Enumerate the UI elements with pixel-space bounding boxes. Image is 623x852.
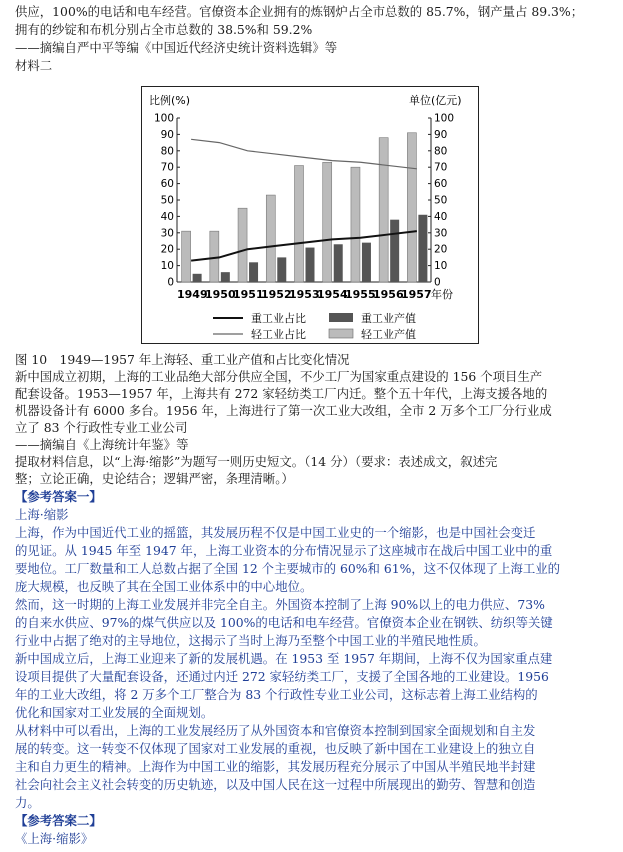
answer-line: 行业中占据了绝对的主导地位，这揭示了当时上海乃至整个中国工业的半殖民地性质。 (15, 633, 486, 648)
right-axis-label: 单位(亿元) (409, 94, 462, 107)
right-tick-label: 10 (434, 260, 448, 273)
answer-line: 要地位。工厂数量和工人总数占据了全国 12 个主要城市的 60%和 61%，这不仅体现了上海工业的 (15, 561, 561, 576)
material-line: 新中国成立初期，上海的工业品绝大部分供应全国，不少工厂为国家重点建设的 156 个项目生产 (15, 369, 543, 384)
heavy-output-bar (306, 248, 315, 282)
left-tick-label: 10 (160, 260, 174, 273)
legend-heavy-output-swatch (329, 313, 353, 322)
answer-line: 的见证。从 1945 年至 1947 年，上海工业资本的分布情况显示了这座城市在战后中国工业中的重 (15, 543, 553, 558)
legend-light-output: 轻工业产值 (361, 328, 416, 341)
heavy-output-bar (221, 272, 230, 282)
question-line: 提取材料信息，以“上海·缩影”为题写一则历史短文。（14 分）（要求：表述成文，叙述完 (15, 454, 498, 469)
right-tick-label: 90 (434, 128, 448, 141)
answer-line: 上海，作为中国近代工业的摇篮，其发展历程不仅是中国工业史的一个缩影，也是中国社会变迁 (15, 525, 536, 540)
right-tick-label: 50 (434, 194, 448, 207)
left-tick-label: 90 (160, 128, 174, 141)
right-tick-label: 40 (434, 210, 448, 223)
left-tick-label: 0 (167, 276, 174, 289)
heavy-output-bar (249, 262, 258, 282)
material-line: 配套设备。1953—1957 年，上海共有 272 家轻纺类工厂内迁。整个五十年代，上海支援各地的 (15, 386, 548, 401)
right-tick-label: 0 (434, 276, 441, 289)
light-output-bar (266, 195, 275, 282)
light-output-bar (238, 208, 247, 282)
heavy-output-bar (362, 243, 371, 282)
figure-caption: 图 10 1949—1957 年上海轻、重工业产值和占比变化情况 (15, 352, 350, 367)
right-tick-label: 70 (434, 161, 448, 174)
intro-line: 拥有的纱锭和布机分别占全市总数的 38.5%和 59.2% (15, 22, 313, 37)
legend-heavy-ratio: 重工业占比 (251, 312, 306, 325)
answer-line: 优化和国家对工业发展的全面规划。 (15, 705, 214, 720)
answer-line: 社会向社会主义社会转变的历史轨迹，以及中国人民在这一过程中所展现出的勤劳、智慧和创造 (15, 777, 536, 792)
legend-heavy-output: 重工业产值 (361, 312, 416, 325)
answer-line: 新中国成立后，上海工业迎来了新的发展机遇。在 1953 至 1957 年期间，上海不仅为国家重点建 (15, 651, 553, 666)
answer-line: 的自来水供应、97%的煤气供应以及 100%的电话和电车经营。官僚资本企业在钢铁、纺织等关键 (15, 615, 553, 630)
heavy-output-bar (390, 220, 399, 282)
light-output-bar (210, 231, 219, 282)
x-tick-label: 1956 (373, 288, 404, 301)
x-tick-label: 1949 (177, 288, 208, 301)
question-line: 整；立论正确，史论结合；逻辑严密，条理清晰。） (15, 471, 294, 486)
light-output-bar (182, 231, 191, 282)
x-tick-label: 1954 (317, 288, 348, 301)
answer-2-header: 【参考答案二】 (15, 813, 102, 828)
answer-line: 设项目提供了大量配套设备，还通过内迁 272 家轻纺类工厂，支援了全国各地的工业建设。1956 (15, 669, 549, 684)
left-tick-label: 20 (160, 243, 174, 256)
heavy-output-bar (418, 215, 427, 282)
intro-line: 供应，100%的电话和电车经营。官僚资本企业拥有的炼钢炉占全市总数的 85.7%，钢产量占 89.3%； (15, 4, 584, 19)
material-line: 立了 83 个行政性专业工业公司 (15, 420, 188, 435)
right-tick-label: 100 (434, 112, 455, 125)
legend-light-ratio: 轻工业占比 (251, 328, 306, 341)
light-output-bar (407, 133, 416, 282)
left-tick-label: 40 (160, 210, 174, 223)
chart-frame (142, 87, 479, 344)
answer-line: 庞大规模，也反映了其在全国工业体系中的中心地位。 (15, 579, 313, 594)
light-output-bar (351, 167, 360, 282)
x-tick-label: 1951 (233, 288, 264, 301)
left-tick-label: 30 (160, 227, 174, 240)
light-output-bar (295, 166, 304, 282)
bar-line-chart (141, 86, 479, 344)
answer-line: 然而，这一时期的上海工业发展并非完全自主。外国资本控制了上海 90%以上的电力供应、73% (15, 597, 545, 612)
left-tick-label: 70 (160, 161, 174, 174)
right-tick-label: 20 (434, 243, 448, 256)
legend-light-output-swatch (329, 329, 353, 338)
material-line: 机器设备计有 6000 多台。1956 年，上海进行了第一次工业大改组，全市 2 万多个工厂分行业成 (15, 403, 552, 418)
heavy-output-bar (193, 274, 202, 282)
right-tick-label: 60 (434, 178, 448, 191)
heavy-output-bar (334, 244, 343, 282)
answer-line: 主和自力更生的精神。上海作为中国工业的缩影，其发展历程充分展示了中国从半殖民地半封建 (15, 759, 536, 774)
source-citation: ——摘编自《上海统计年鉴》等 (15, 437, 189, 452)
light-output-bar (379, 138, 388, 282)
answer-1-header: 【参考答案一】 (15, 489, 102, 504)
answer-1-title: 上海·缩影 (15, 507, 69, 522)
left-tick-label: 80 (160, 145, 174, 158)
heavy-output-bar (277, 257, 286, 282)
x-tick-label: 1957 (401, 288, 432, 301)
x-tick-label: 1952 (261, 288, 292, 301)
x-axis-unit: 年份 (431, 288, 453, 301)
source-citation: ——摘编自严中平等编《中国近代经济史统计资料选辑》等 (15, 40, 338, 55)
answer-2-title: 《上海·缩影》 (15, 831, 94, 846)
left-tick-label: 50 (160, 194, 174, 207)
answer-line: 展的转变。这一转变不仅体现了国家对工业发展的重视，也反映了新中国在工业建设上的独立自 (15, 741, 536, 756)
answer-line: 年的工业大改组，将 2 万多个工厂整合为 83 个行政性专业工业公司，这标志着上海工业结构的 (15, 687, 538, 702)
right-tick-label: 30 (434, 227, 448, 240)
right-tick-label: 80 (434, 145, 448, 158)
answer-line: 从材料中可以看出，上海的工业发展经历了从外国资本和官僚资本控制到国家全面规划和自主发 (15, 723, 536, 738)
x-tick-label: 1950 (205, 288, 236, 301)
left-axis-label: 比例(%) (149, 94, 191, 107)
x-tick-label: 1953 (289, 288, 320, 301)
material-label: 材料二 (15, 58, 53, 73)
answer-line: 力。 (15, 795, 40, 810)
left-tick-label: 60 (160, 178, 174, 191)
left-tick-label: 100 (153, 112, 174, 125)
light-output-bar (323, 162, 332, 282)
x-tick-label: 1955 (345, 288, 376, 301)
